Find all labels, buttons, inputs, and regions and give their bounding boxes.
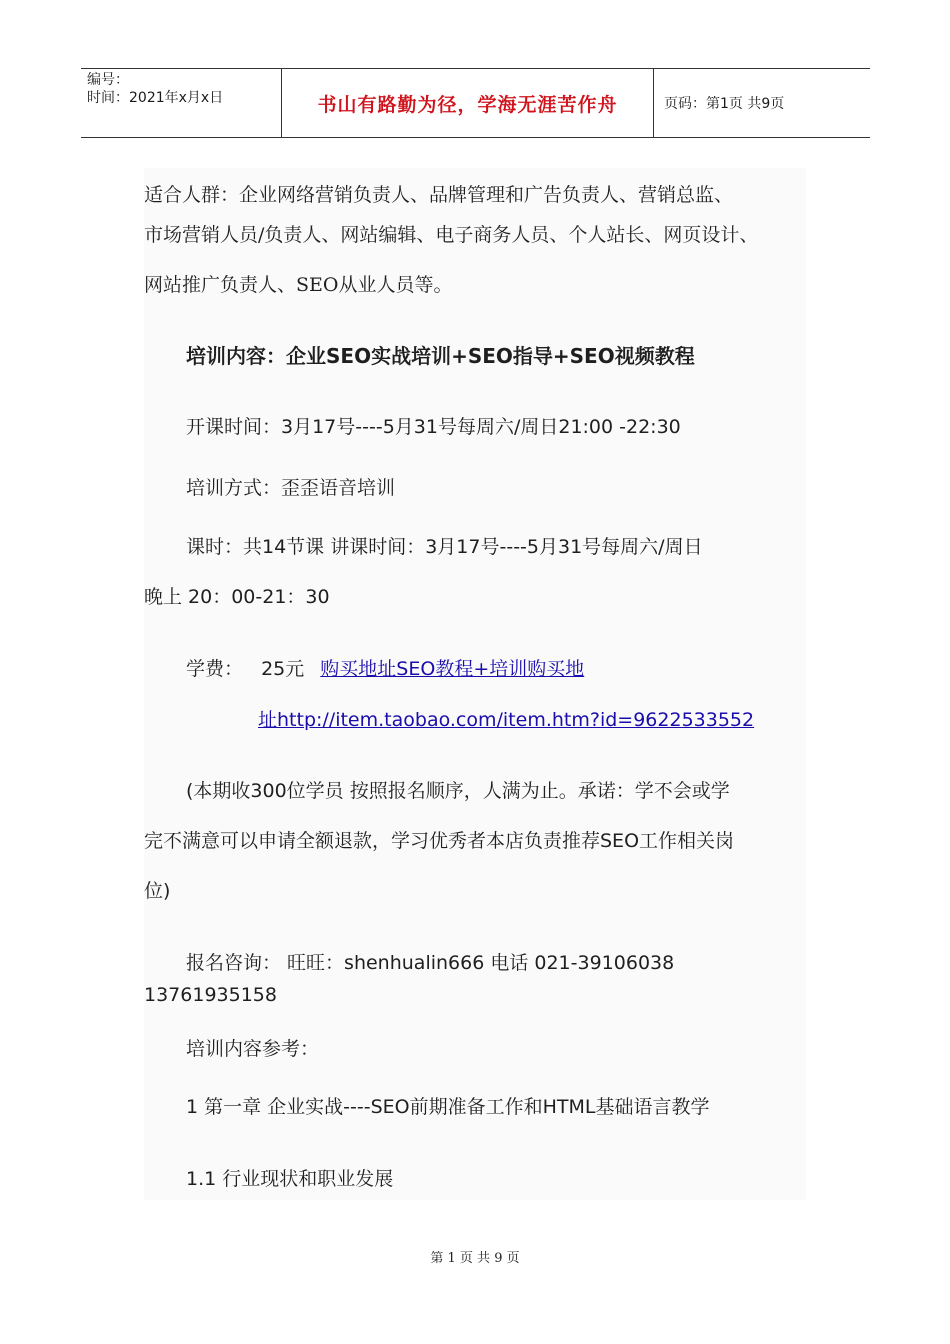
chapter-1: 1 第一章 企业实战----SEO前期准备工作和HTML基础语言教学: [186, 1096, 710, 1118]
header-meta: [81, 69, 281, 137]
section-1-1: 1.1 行业现状和职业发展: [186, 1168, 394, 1190]
purchase-link-2[interactable]: 址http://item.taobao.com/item.htm?id=9622533552: [258, 709, 755, 731]
reference-heading: 培训内容参考：: [186, 1038, 320, 1060]
fee-label: 学费：: [186, 658, 244, 680]
header-motto: 书山有路勤为径，学海无涯苦作舟: [281, 69, 654, 137]
course-hours-2: 晚上 20：00-21：30: [144, 586, 330, 608]
audience-line-1: 适合人群：企业网络营销负责人、品牌管理和广告负责人、营销总监、: [144, 184, 734, 206]
number-label: 编号：: [87, 72, 129, 88]
course-hours-1: 课时：共14节课 讲课时间：3月17号----5月31号每周六/周日: [186, 536, 703, 558]
contact-line-1: 报名咨询： 旺旺：shenhualin666 电话 021-39106038: [186, 952, 675, 974]
fee-amount: 25元: [261, 658, 305, 680]
fee-line: [186, 654, 584, 681]
course-title: 培训内容：企业SEO实战培训+SEO指导+SEO视频教程: [186, 344, 695, 368]
time-label: 时间：2021年x月x日: [87, 90, 224, 106]
page-header: [81, 68, 870, 138]
document-body: [144, 168, 806, 1200]
audience-line-3: 网站推广负责人、SEO从业人员等。: [144, 274, 453, 296]
header-page-label: 页码：第1页 共9页: [664, 96, 785, 112]
note-line-1: (本期收300位学员 按照报名顺序，人满为止。承诺：学不会或学: [186, 780, 730, 802]
note-line-2: 完不满意可以申请全额退款，学习优秀者本店负责推荐SEO工作相关岗: [144, 830, 735, 852]
purchase-link-1[interactable]: 购买地址SEO教程+培训购买地: [320, 658, 585, 680]
contact-line-2: 13761935158: [144, 984, 277, 1006]
note-line-3: 位): [144, 880, 171, 902]
page-footer: 第 1 页 共 9 页: [430, 1251, 520, 1266]
audience-line-2: 市场营销人员/负责人、网站编辑、电子商务人员、个人站长、网页设计、: [144, 224, 759, 246]
training-method: 培训方式：歪歪语音培训: [186, 477, 396, 499]
start-time: 开课时间：3月17号----5月31号每周六/周日21:00 -22:30: [186, 416, 681, 438]
